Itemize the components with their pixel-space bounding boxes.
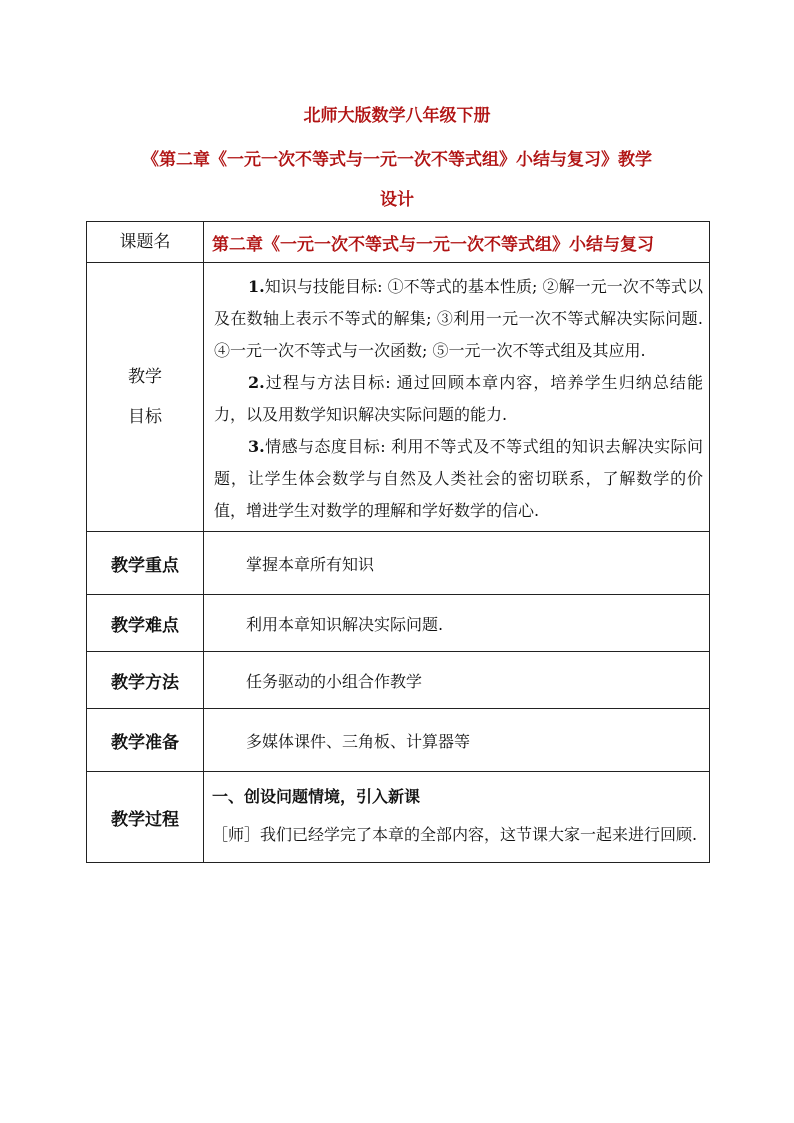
goals-label: [87, 263, 204, 532]
method-label: 教学方法: [87, 652, 204, 709]
difficulty-label: 教学难点: [87, 595, 204, 652]
goal-number: 2.: [248, 373, 265, 392]
process-content: [204, 772, 710, 863]
doc-title-line-1: 北师大版数学八年级下册: [303, 106, 491, 126]
topic-value: 第二章《一元一次不等式与一元一次不等式组》小结与复习: [204, 222, 710, 263]
method-value: 任务驱动的小组合作教学: [204, 652, 710, 709]
preparation-row: [87, 709, 710, 772]
method-row: [87, 652, 710, 709]
process-heading: 一、创设问题情境，引入新课: [212, 787, 421, 806]
goal-item: [214, 271, 703, 367]
goal-text: 过程与方法目标: 通过回顾本章内容，培养学生归纳总结能力，以及用数学知识解决实际问题的能力.: [214, 373, 703, 424]
key-points-label: 教学重点: [87, 532, 204, 595]
process-row: [87, 772, 710, 863]
goal-text: 情感与态度目标: 利用不等式及不等式组的知识去解决实际问题，让学生体会数学与自然及人类社会的密切联系，了解数学的价值，增进学生对数学的理解和学好数学的信心.: [214, 437, 703, 520]
goal-text: 知识与技能目标: ①不等式的基本性质; ②解一元一次不等式以及在数轴上表示不等式的解集; ③利用一元一次不等式解决实际问题. ④一元一次不等式与一次函数; ⑤一元一次不等式组及其应用.: [214, 277, 703, 360]
goal-item: [214, 367, 703, 431]
difficulty-value: 利用本章知识解决实际问题.: [204, 595, 710, 652]
topic-row: [87, 222, 710, 263]
goals-content: [204, 263, 710, 532]
goal-number: 3.: [248, 437, 265, 456]
goals-row: [87, 263, 710, 532]
topic-label: 课题名: [87, 222, 204, 263]
process-text: ［师］我们已经学完了本章的全部内容，这节课大家一起来进行回顾.: [212, 825, 698, 844]
lesson-plan-table: [86, 221, 710, 863]
process-label: 教学过程: [87, 772, 204, 863]
preparation-value: 多媒体课件、三角板、计算器等: [204, 709, 710, 772]
goal-number: 1.: [248, 277, 265, 296]
goals-label-line-1: 教学: [128, 367, 162, 387]
goal-item: [214, 431, 703, 527]
key-points-row: [87, 532, 710, 595]
doc-title-line-2: 《第二章《一元一次不等式与一元一次不等式组》小结与复习》教学: [142, 150, 652, 170]
difficulty-row: [87, 595, 710, 652]
preparation-label: 教学准备: [87, 709, 204, 772]
goals-label-line-2: 目标: [128, 407, 162, 427]
key-points-value: 掌握本章所有知识: [204, 532, 710, 595]
doc-title-line-3: 设计: [380, 190, 414, 210]
